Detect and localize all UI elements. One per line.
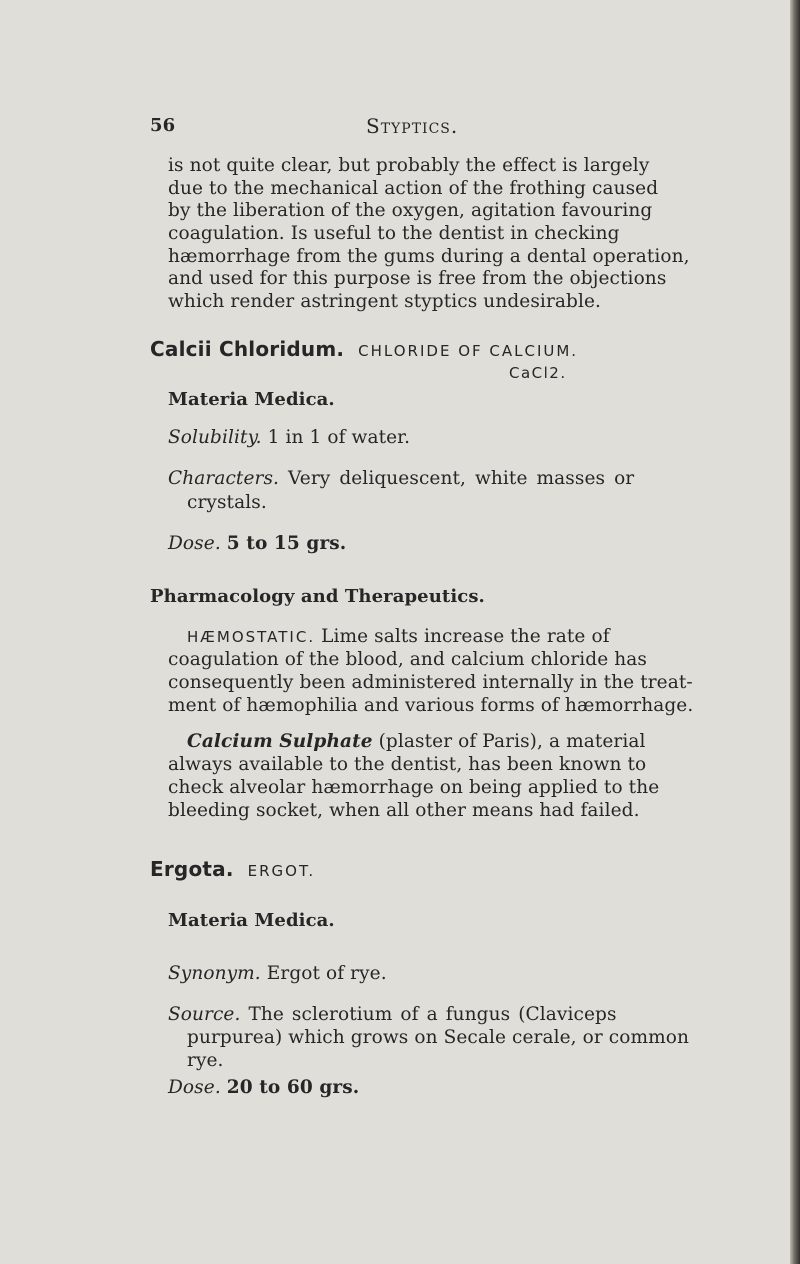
running-header (150, 114, 175, 137)
characters-label: Characters. (168, 468, 280, 489)
calcii-dose-label: Dose. (168, 533, 221, 554)
intro-line: coagulation. Is useful to the dentist in checking (168, 223, 620, 244)
solubility-label: Solubility. (168, 427, 262, 448)
calcii-subtitle: CHLORIDE OF CALCIUM. (358, 342, 579, 360)
calcii-formula: CaCl2. (509, 364, 567, 382)
pharmacology-heading: Pharmacology and Therapeutics. (150, 586, 485, 607)
solubility-line (168, 427, 410, 449)
running-title: Styptics. (366, 114, 459, 138)
intro-line: is not quite clear, but probably the effect is largely (168, 155, 650, 176)
paragraph-line: ment of hæmophilia and various forms of hæmorrhage. (168, 695, 694, 716)
haemostatic-label: HÆMOSTATIC. (187, 628, 316, 646)
intro-line: by the liberation of the oxygen, agitation favouring (168, 200, 653, 221)
ergota-subtitle: ERGOT. (247, 862, 316, 880)
characters-line-2: crystals. (187, 492, 267, 513)
synonym-line (168, 963, 387, 985)
solubility-text: 1 in 1 of water. (267, 427, 411, 448)
haemostatic-text: Lime salts increase the rate of (321, 626, 610, 647)
calcii-dose-line (168, 533, 346, 555)
pharmacology-heading-line (150, 586, 485, 608)
ergota-title: Ergota. (150, 857, 234, 881)
paragraph-line: coagulation of the blood, and calcium chloride has (168, 649, 647, 670)
ergota-dose-label: Dose. (168, 1077, 221, 1098)
ergota-materia-medica: Materia Medica. (168, 910, 335, 931)
ergota-materia-medica-line (168, 910, 335, 932)
haemostatic-line (187, 626, 610, 648)
characters-line (168, 468, 634, 490)
calcii-materia-medica-line (168, 389, 335, 411)
sulphate-label: Calcium Sulphate (187, 731, 373, 752)
calcii-heading-line (150, 338, 578, 362)
sulphate-line (187, 731, 646, 753)
ergota-heading-line (150, 858, 315, 882)
source-line-3: rye. (187, 1050, 224, 1071)
synonym-text: Ergot of rye. (266, 963, 387, 984)
intro-line: which render astringent styptics undesirable. (168, 291, 601, 312)
characters-text: Very deliquescent, white masses or (288, 468, 635, 489)
paragraph-line: consequently been administered internally in the treat- (168, 672, 693, 693)
intro-line: and used for this purpose is free from the objections (168, 268, 667, 289)
intro-line: due to the mechanical action of the frothing caused (168, 178, 659, 199)
synonym-label: Synonym. (168, 963, 261, 984)
intro-line: hæmorrhage from the gums during a dental operation, (168, 246, 690, 267)
paragraph-line: bleeding socket, when all other means had failed. (168, 800, 640, 821)
running-title-line (366, 115, 458, 138)
calcii-formula-line (509, 362, 567, 384)
sulphate-text: (plaster of Paris), a material (378, 731, 646, 752)
ergota-dose-line (168, 1077, 359, 1099)
source-line (168, 1004, 617, 1026)
calcii-materia-medica: Materia Medica. (168, 389, 335, 410)
page-edge-shadow (790, 0, 800, 1264)
paragraph-line: check alveolar hæmorrhage on being applied to the (168, 777, 660, 798)
source-text: The sclerotium of a fungus (Claviceps (248, 1004, 617, 1025)
source-line-2: purpurea) which grows on Secale cerale, or common (187, 1027, 690, 1048)
page-number: 56 (150, 115, 176, 136)
calcii-dose-value: 5 to 15 grs. (226, 533, 347, 554)
paragraph-line: always available to the dentist, has been known to (168, 754, 647, 775)
source-label: Source. (168, 1004, 241, 1025)
calcii-title: Calcii Chloridum. (150, 337, 345, 361)
ergota-dose-value: 20 to 60 grs. (226, 1077, 360, 1098)
